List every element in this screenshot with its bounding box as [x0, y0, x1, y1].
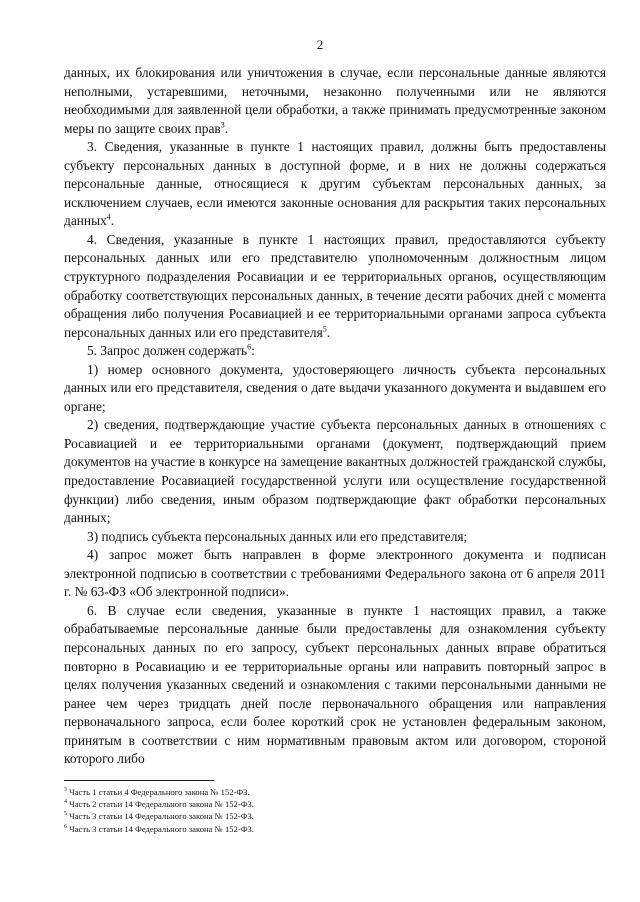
- footnote: [64, 810, 584, 822]
- paragraph-text: 1) номер основного документа, удостоверяющего личность субъекта персональных данных или его представителя, сведения о дате выдачи указанного документа и выдавшем его органе;: [64, 361, 606, 414]
- paragraph-text: данных, их блокирования или уничтожения в случае, если персональные данные являются неполными, устаревшими, неточными, незаконно полученными или не являются необходимыми для заявленной цели обработки, а также принимать предусмотренные законом меры по защите своих прав: [64, 65, 606, 136]
- footnote-text: Часть 3 статьи 14 Федерального закона № 152-ФЗ.: [67, 811, 254, 822]
- paragraph-text: 5. Запрос должен содержать: [87, 343, 248, 359]
- footnote: [64, 823, 584, 835]
- footnote-text: Часть 2 статьи 14 Федерального закона № 152-ФЗ.: [67, 799, 254, 810]
- footnotes: [64, 786, 584, 835]
- footnote: [64, 786, 584, 798]
- document-body: [64, 64, 606, 769]
- footnote-ref: 3: [220, 120, 225, 130]
- paragraph-text-end: :: [251, 343, 255, 359]
- paragraph: [64, 138, 606, 231]
- paragraph-text: 6. В случае если сведения, указанные в пункте 1 настоящих правил, а также обрабатываемые персональные данные были предоставлены для ознакомления субъекту персональных данных по его запросу, субъект персональных данных вправе обратиться повторно в Росавиацию и ее территориальные органы или направить повторный запрос в целях получения указанных сведений и ознакомления с такими персональными данными не ранее чем через тридцать дней после первоначального обращения или направления первоначального запроса, если более короткий срок не установлен федеральным законом, принятым в соответствии с ним нормативным правовым актом или договором, стороной которого либо: [64, 602, 606, 767]
- paragraph-text: 2) сведения, подтверждающие участие субъекта персональных данных в отношениях с Росавиацией и ее территориальными органами (документ, подтверждающий прием документов на участие в конкурсе на замещение вакантных должностей гражданской службы, предоставление Росавиацией государственной услуги или осуществление государственной функции) либо сведения, иным образом подтверждающие факт обработки персональных данных;: [64, 417, 606, 526]
- list-item: [64, 528, 606, 547]
- footnote-number: 3: [64, 787, 67, 794]
- footnote-ref: 5: [322, 324, 327, 334]
- paragraph-text: 3) подпись субъекта персональных данных или его представителя;: [87, 528, 468, 544]
- page-number: 2: [316, 37, 324, 52]
- paragraph-text: 4) запрос может быть направлен в форме электронного документа и подписан электронной подписью в соответствии с требованиями Федерального закона от 6 апреля 2011 г. № 63-ФЗ «Об электронной подписи».: [64, 547, 606, 600]
- paragraph: [64, 231, 606, 342]
- paragraph-text-end: .: [224, 120, 229, 136]
- footnote-ref: 4: [106, 212, 111, 222]
- paragraph: [64, 602, 606, 769]
- footnote-divider: [64, 780, 214, 781]
- paragraph: [64, 342, 606, 361]
- paragraph-text-end: .: [326, 324, 331, 340]
- list-item: [64, 546, 606, 602]
- paragraph-text: 3. Сведения, указанные в пункте 1 настоящих правил, должны быть предоставлены субъекту персональных данных в доступной форме, и в них не должны содержаться персональные данные, относящиеся к другим субъектам персональных данных, за исключением случаев, если имеются законные основания для раскрытия таких персональных данных: [64, 139, 606, 229]
- footnote-number: 6: [64, 823, 67, 830]
- list-item: [64, 416, 606, 527]
- paragraph-text: 4. Сведения, указанные в пункте 1 настоящих правил, предоставляются субъекту персональных данных или его представителю уполномоченным должностным лицом структурного подразделения Росавиации и ее территориальных органов, осуществляющим обработку соответствующих персональных данных, в течение десяти рабочих дней с момента обращения либо получения Росавиацией и ее территориальными органами запроса субъекта персональных данных или его представителя: [64, 231, 606, 340]
- list-item: [64, 361, 606, 417]
- paragraph: [64, 64, 606, 138]
- footnote-text: Часть 3 статьи 14 Федерального закона № 152-ФЗ.: [67, 823, 254, 834]
- footnote-number: 5: [64, 811, 67, 818]
- footnote-text: Часть 1 статьи 4 Федерального закона № 152-ФЗ.: [67, 787, 250, 797]
- footnote-number: 4: [64, 799, 67, 806]
- footnote-ref: 6: [247, 342, 252, 352]
- footnote: [64, 798, 584, 810]
- paragraph-text-end: .: [110, 213, 115, 229]
